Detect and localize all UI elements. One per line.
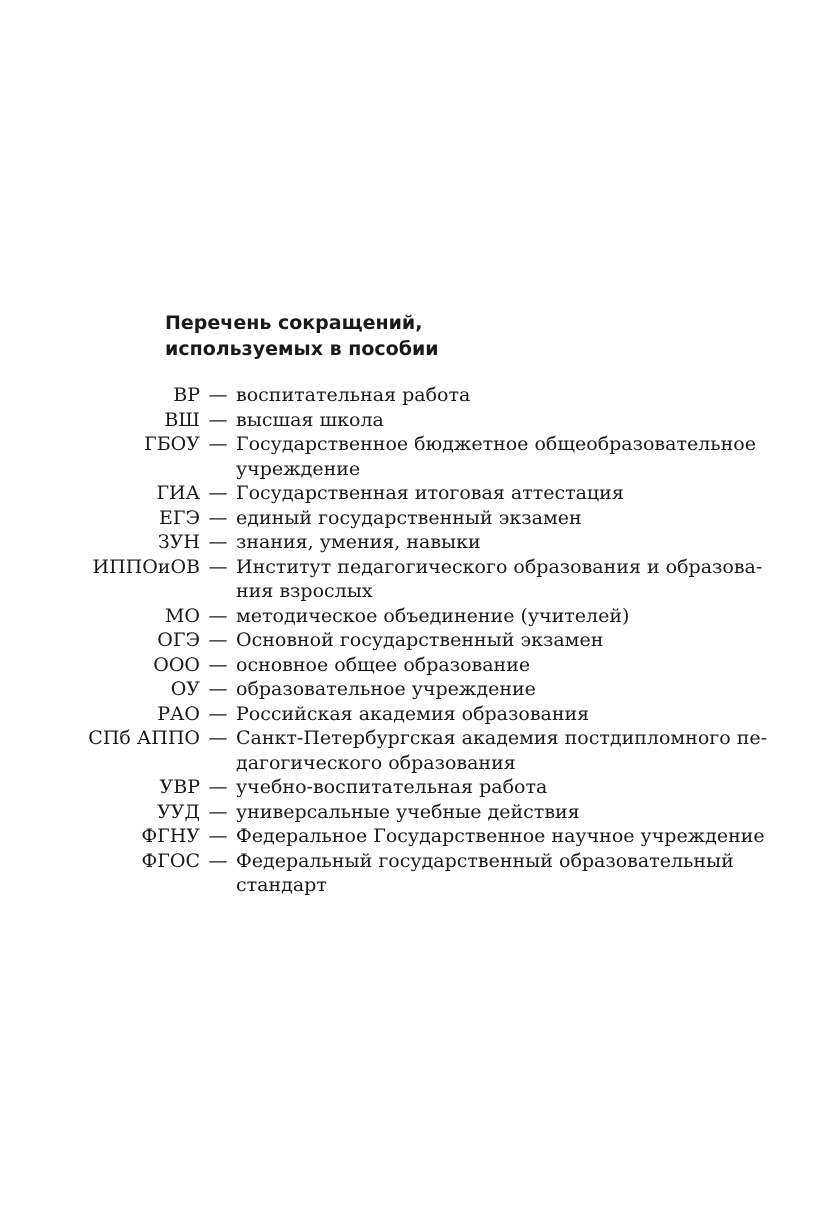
abbreviation-dash: —: [208, 604, 228, 627]
abbreviation-definition-line: ния взрослых: [236, 580, 373, 602]
abbreviation-definition: [236, 800, 746, 825]
abbreviation-item: [0, 530, 827, 555]
abbreviation-term: ЗУН: [157, 531, 200, 553]
abbreviation-definition-line: Основной государственный экзамен: [236, 629, 604, 651]
abbreviation-item: [0, 824, 827, 849]
abbreviation-term: ВШ: [164, 408, 200, 431]
abbreviation-definition-line: основное общее образование: [236, 653, 531, 676]
abbreviation-definition-line: образовательное учреждение: [236, 678, 536, 700]
abbreviation-definition: [236, 628, 746, 653]
abbreviation-dash: —: [208, 384, 228, 406]
abbreviation-term: ЕГЭ: [159, 506, 200, 529]
abbreviation-definition-line: Федеральный государственный образовательный: [236, 849, 734, 872]
abbreviation-term: ФГНУ: [141, 825, 200, 847]
abbreviation-dash: —: [208, 506, 228, 529]
abbreviation-definition: [236, 824, 765, 849]
abbreviation-term: МО: [164, 604, 200, 627]
abbreviation-item: [0, 775, 827, 800]
abbreviation-item: [0, 849, 827, 898]
abbreviation-term: ВР: [173, 384, 200, 406]
abbreviation-term: ГБОУ: [144, 433, 200, 455]
abbreviation-definition: [236, 677, 746, 702]
page-title-line: Перечень сокращений,: [165, 312, 423, 334]
abbreviation-definition-line: единый государственный экзамен: [236, 506, 582, 529]
abbreviation-term: ОУ: [170, 678, 200, 700]
abbreviation-term: ФГОС: [141, 849, 200, 872]
abbreviation-definition: [236, 408, 746, 433]
abbreviation-definition-line: дагогического образования: [236, 751, 516, 774]
abbreviation-definition-line: знания, умения, навыки: [236, 531, 481, 553]
abbreviation-term: РАО: [157, 702, 200, 725]
abbreviation-definition: [236, 775, 746, 800]
abbreviation-definition: [236, 506, 746, 531]
abbreviation-definition-line: учреждение: [236, 457, 361, 480]
abbreviation-definition: [236, 383, 746, 408]
abbreviation-definition: [236, 604, 746, 629]
abbreviation-definition-line: универсальные учебные действия: [236, 800, 580, 823]
abbreviation-definition-line: Федеральное Государственное научное учреждение: [236, 825, 765, 847]
abbreviation-definition: [236, 530, 746, 555]
abbreviation-dash: —: [208, 482, 228, 504]
abbreviation-dash: —: [208, 776, 228, 798]
abbreviation-definition-line: Государственное бюджетное общеобразовательное: [236, 433, 756, 455]
abbreviation-list: [0, 383, 827, 898]
abbreviation-term: ООО: [153, 653, 200, 676]
abbreviation-item: [0, 506, 827, 531]
abbreviation-definition-line: высшая школа: [236, 408, 384, 431]
abbreviation-dash: —: [208, 531, 228, 553]
abbreviation-item: [0, 628, 827, 653]
abbreviation-item: [0, 481, 827, 506]
abbreviation-definition-line: воспитательная работа: [236, 384, 471, 406]
abbreviation-item: [0, 726, 827, 775]
abbreviation-dash: —: [208, 555, 228, 578]
abbreviation-definition: [236, 653, 746, 678]
abbreviation-definition: [236, 702, 746, 727]
abbreviation-term: ГИА: [156, 482, 200, 504]
abbreviation-item: [0, 383, 827, 408]
abbreviation-dash: —: [208, 433, 228, 455]
page-title-line: используемых в пособии: [165, 338, 439, 360]
abbreviation-definition: [236, 432, 756, 481]
abbreviation-dash: —: [208, 408, 228, 431]
abbreviation-dash: —: [208, 678, 228, 700]
abbreviation-term: УВР: [159, 776, 200, 798]
abbreviation-item: [0, 702, 827, 727]
abbreviation-dash: —: [208, 653, 228, 676]
abbreviation-item: [0, 653, 827, 678]
abbreviation-dash: —: [208, 629, 228, 651]
abbreviation-term: УУД: [157, 800, 200, 823]
abbreviation-term: ИППОиОВ: [92, 555, 200, 578]
abbreviation-item: [0, 677, 827, 702]
abbreviation-dash: —: [208, 849, 228, 872]
abbreviation-item: [0, 408, 827, 433]
abbreviation-dash: —: [208, 727, 228, 749]
abbreviation-definition: [236, 555, 763, 604]
abbreviation-dash: —: [208, 825, 228, 847]
abbreviation-definition-line: стандарт: [236, 874, 327, 896]
abbreviation-definition-line: учебно-воспитательная работа: [236, 776, 548, 798]
abbreviation-dash: —: [208, 800, 228, 823]
abbreviation-definition: [236, 849, 746, 898]
abbreviation-item: [0, 604, 827, 629]
abbreviation-definition-line: Российская академия образования: [236, 702, 590, 725]
abbreviation-definition: [236, 726, 768, 775]
abbreviation-definition-line: Институт педагогического образования и образова-: [236, 555, 763, 578]
page-title: [165, 310, 439, 362]
abbreviation-term: ОГЭ: [157, 629, 200, 651]
abbreviation-definition: [236, 481, 746, 506]
abbreviation-definition-line: Государственная итоговая аттестация: [236, 482, 624, 504]
abbreviation-dash: —: [208, 702, 228, 725]
abbreviation-definition-line: Санкт-Петербургская академия постдипломного пе-: [236, 727, 768, 749]
abbreviation-item: [0, 555, 827, 604]
abbreviation-definition-line: методическое объединение (учителей): [236, 604, 630, 627]
abbreviation-item: [0, 800, 827, 825]
abbreviation-item: [0, 432, 827, 481]
abbreviation-term: СПб АППО: [88, 727, 200, 749]
